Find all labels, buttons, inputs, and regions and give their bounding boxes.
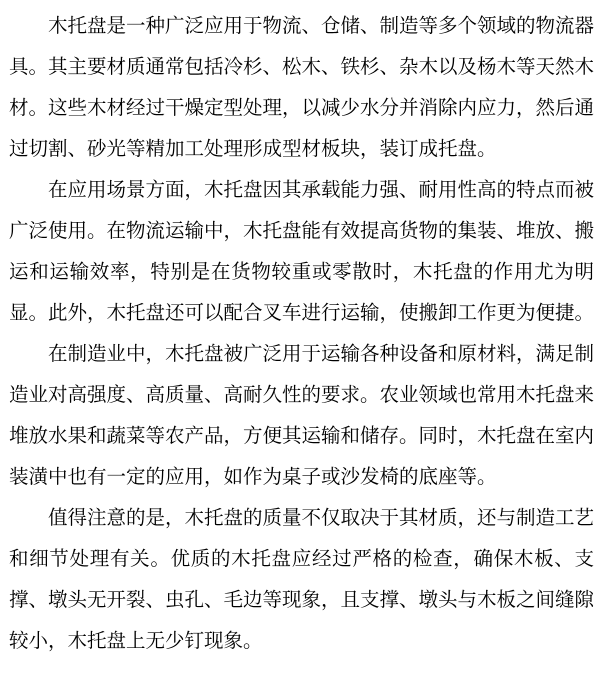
paragraph-4: 值得注意的是，木托盘的质量不仅取决于其材质，还与制造工艺和细节处理有关。优质的木托盘应经过严格的检查，确保木板、支撑、墩头无开裂、虫孔、毛边等现象，且支撑、墩头与木板之间缝隙较小，木托盘上无少钉现象。: [9, 508, 595, 652]
paragraph-2: 在应用场景方面，木托盘因其承载能力强、耐用性高的特点而被广泛使用。在物流运输中，木托盘能有效提高货物的集装、堆放、搬运和运输效率，特别是在货物较重或零散时，木托盘的作用尤为明显。此外，木托盘还可以配合叉车进行运输，使搬卸工作更为便捷。: [9, 180, 595, 324]
document-body: [9, 6, 594, 662]
paragraph-3: 在制造业中，木托盘被广泛用于运输各种设备和原材料，满足制造业对高强度、高质量、高耐久性的要求。农业领域也常用木托盘来堆放水果和蔬菜等农产品，方便其运输和储存。同时，木托盘在室内装潢中也有一定的应用，如作为桌子或沙发椅的底座等。: [9, 344, 595, 488]
paragraph-1: 木托盘是一种广泛应用于物流、仓储、制造等多个领域的物流器具。其主要材质通常包括冷杉、松木、铁杉、杂木以及杨木等天然木材。这些木材经过干燥定型处理，以减少水分并消除内应力，然后通过切割、砂光等精加工处理形成型材板块，装订成托盘。: [9, 16, 595, 160]
